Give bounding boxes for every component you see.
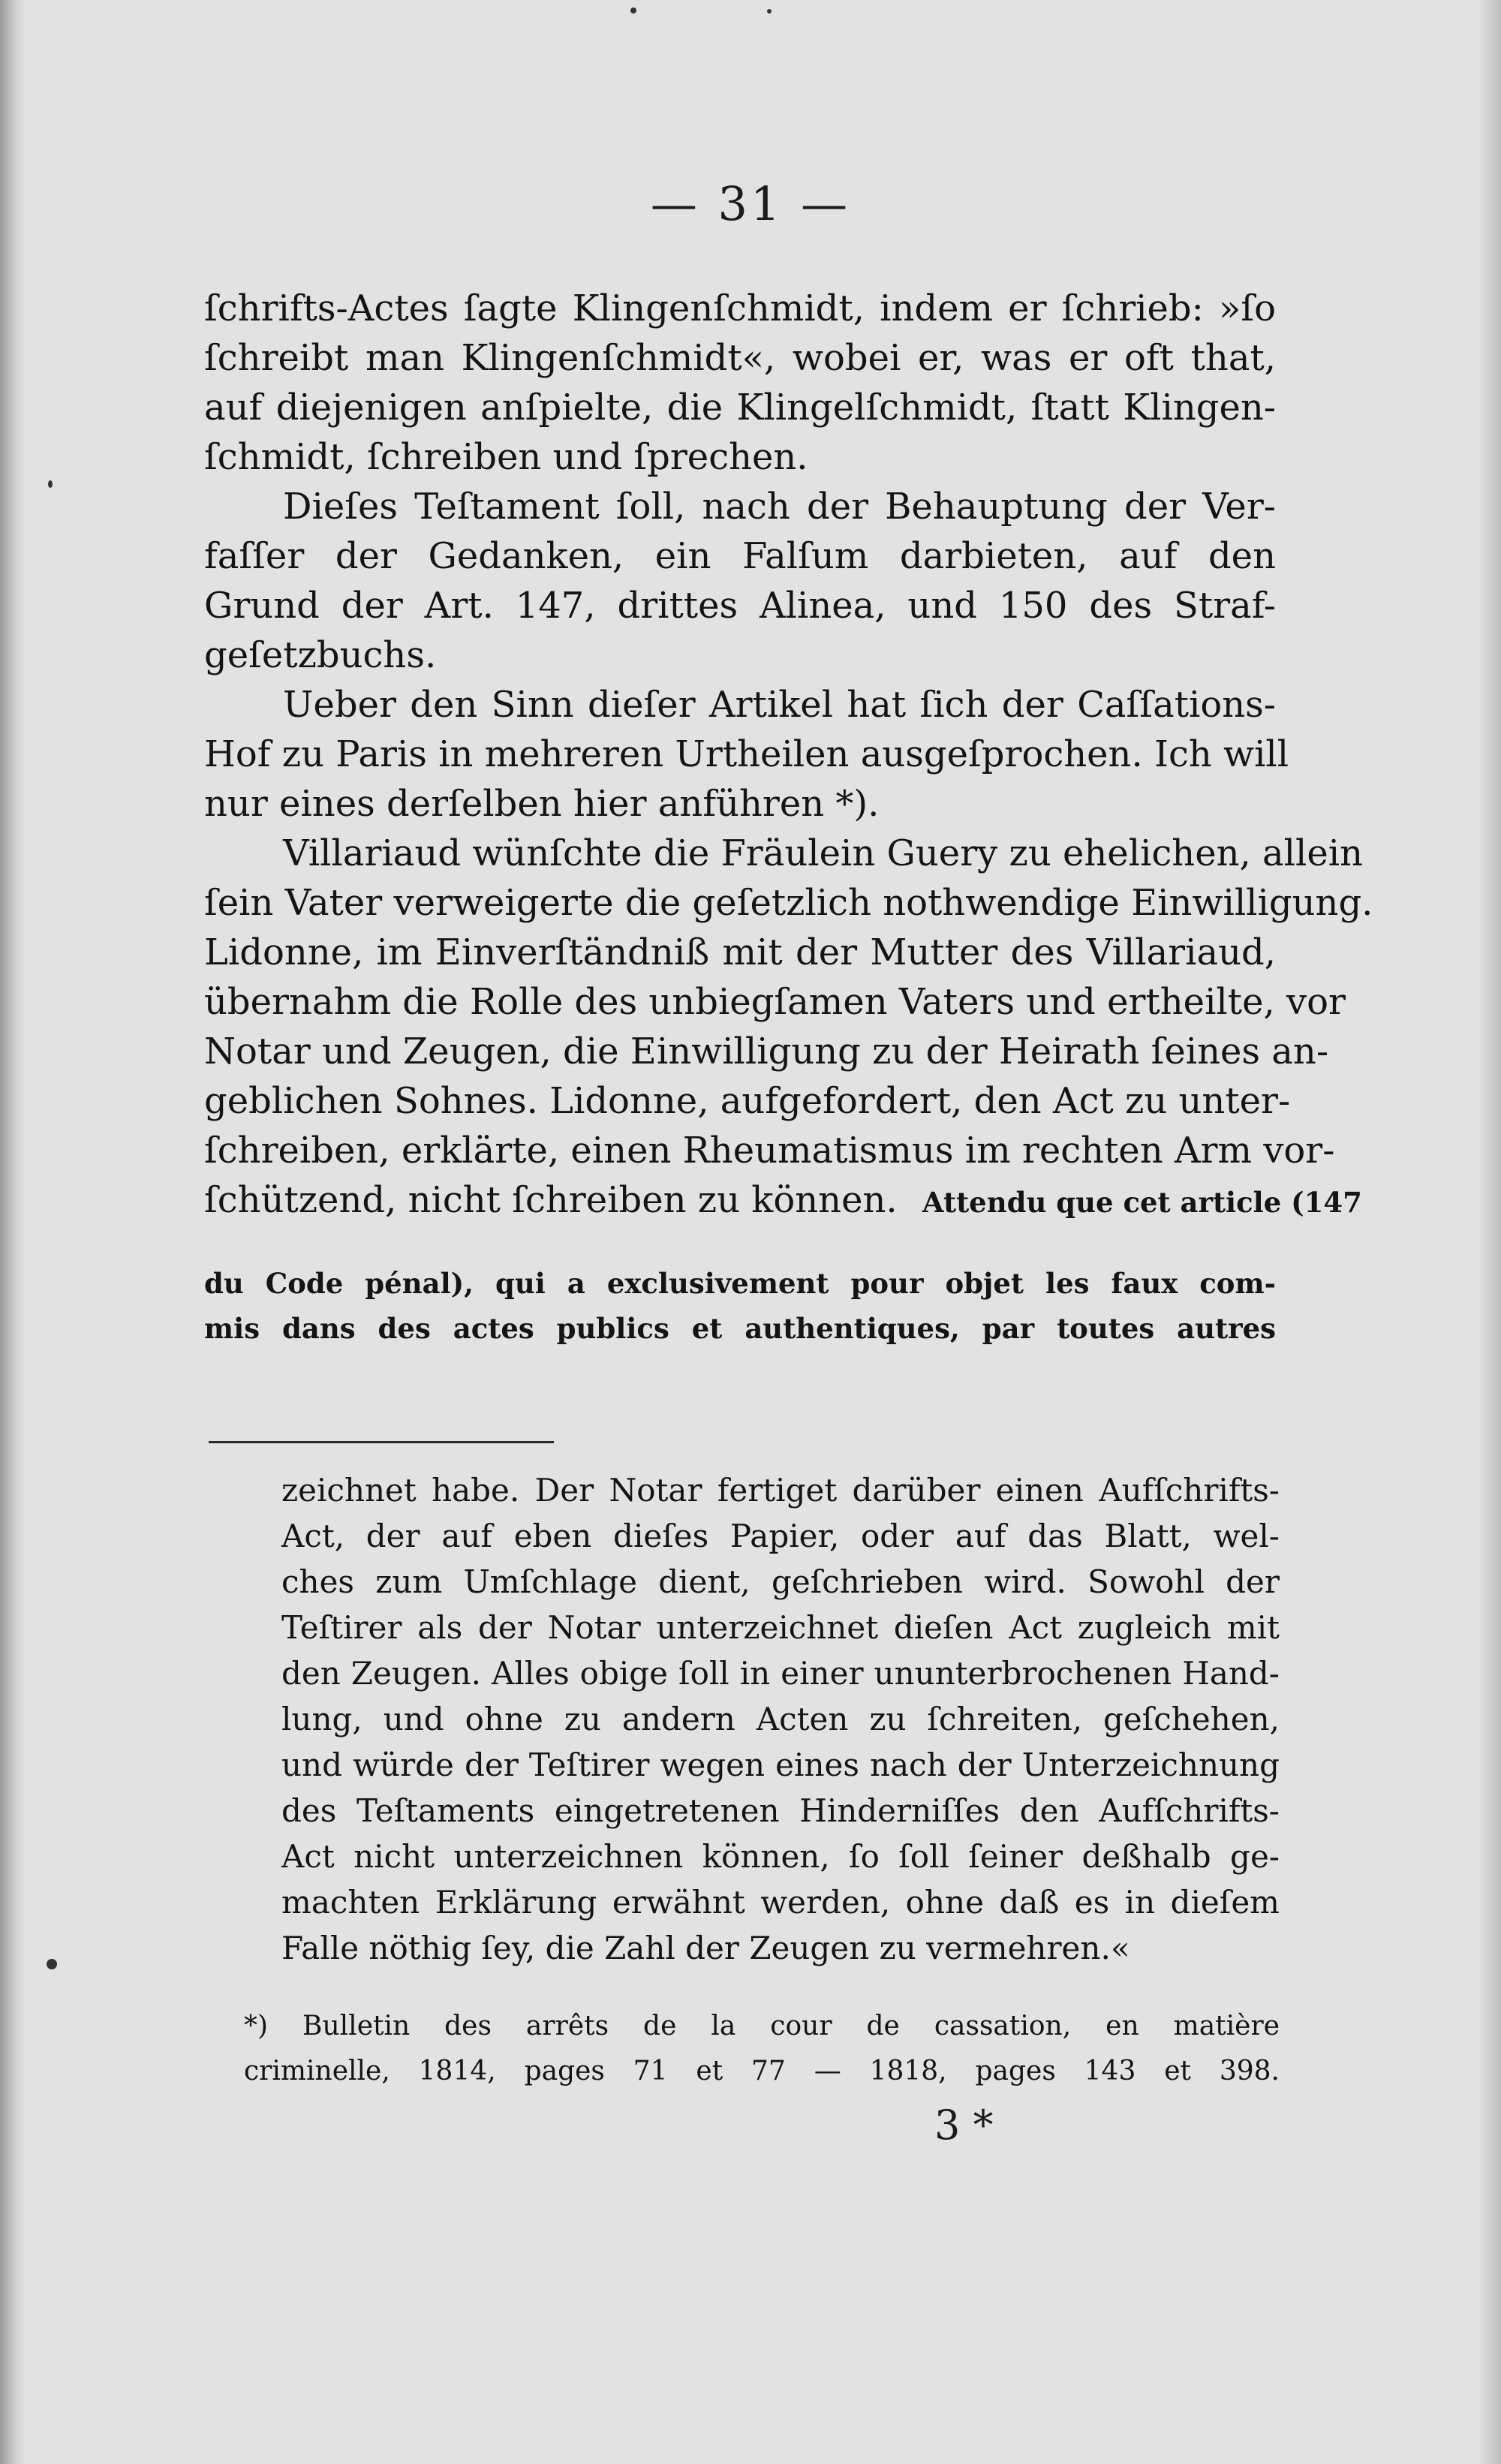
text-line: Dieſes Teſtament ſoll, nach der Behauptung der Ver- bbox=[283, 486, 1276, 528]
text-line-fraktur: ſchützend, nicht ſchreiben zu können. bbox=[204, 1179, 898, 1221]
text-line: Ueber den Sinn dieſer Artikel hat ſich der Caſſations- bbox=[283, 684, 1276, 726]
text-line: übernahm die Rolle des unbiegſamen Vaters und ertheilte, vor bbox=[204, 981, 1346, 1023]
footnote-line: und würde der Teſtirer wegen eines nach der Unterzeichnung bbox=[281, 1746, 1280, 1783]
text-line: Notar und Zeugen, die Einwilligung zu der Heirath ſeines an- bbox=[204, 1030, 1329, 1073]
latin-quote bbox=[204, 1261, 1276, 1351]
text-line-mixed bbox=[204, 1175, 1362, 1225]
latin-line: mis dans des actes publics et authentiques, par toutes autres bbox=[204, 1312, 1276, 1345]
text-line: faſſer der Gedanken, ein Falſum darbieten, auf den bbox=[204, 535, 1276, 577]
footnote-line: des Teſtaments eingetretenen Hinderniſſes den Aufſchrifts- bbox=[281, 1792, 1280, 1829]
text-line: Villariaud wünſchte die Fräulein Guery zu ehelichen, allein bbox=[283, 832, 1364, 874]
footnote-line: machten Erklärung erwähnt werden, ohne daß es in dieſem bbox=[281, 1884, 1280, 1921]
footnote-line: Falle nöthig ſey, die Zahl der Zeugen zu vermehren.« bbox=[281, 1930, 1130, 1966]
footnote bbox=[244, 2004, 1280, 2094]
signature-mark: 3 * bbox=[934, 2101, 994, 2149]
text-line: ſchrifts-Actes ſagte Klingenſchmidt, indem er ſchrieb: »ſo bbox=[204, 287, 1276, 329]
text-line: ſein Vater verweigerte die geſetzlich nothwendige Einwilligung. bbox=[204, 882, 1373, 924]
text-line: Lidonne, im Einverſtändniß mit der Mutter des Villariaud, bbox=[204, 931, 1276, 973]
text-line: Hof zu Paris in mehreren Urtheilen ausgeſprochen. Ich will bbox=[204, 733, 1289, 775]
page-edge bbox=[1478, 0, 1501, 2464]
text-line: auf diejenigen anſpielte, die Klingelſchmidt, ſtatt Klingen- bbox=[204, 387, 1276, 429]
footnote-line: Act nicht unterzeichnen können, ſo ſoll ſeiner deßhalb ge- bbox=[281, 1838, 1280, 1875]
text-line: nur eines derſelben hier anführen *). bbox=[204, 783, 880, 825]
footnote-line: ches zum Umſchlage dient, geſchrieben wird. Sowohl der bbox=[281, 1563, 1280, 1600]
latin-line: du Code pénal), qui a exclusivement pour objet les faux com- bbox=[204, 1267, 1276, 1300]
footnote-separator bbox=[209, 1441, 554, 1443]
ink-speck bbox=[630, 8, 636, 14]
page-gutter-shadow bbox=[0, 0, 26, 2464]
footnote-line: lung, und ohne zu andern Acten zu ſchreiten, geſchehen, bbox=[281, 1701, 1280, 1737]
footnote-line: den Zeugen. Alles obige ſoll in einer ununterbrochenen Hand- bbox=[281, 1655, 1280, 1692]
text-line: geblichen Sohnes. Lidonne, aufgefordert, den Act zu unter- bbox=[204, 1080, 1291, 1122]
text-line: ſchreibt man Klingenſchmidt«, wobei er, was er oft that, bbox=[204, 337, 1276, 379]
text-line: geſetzbuchs. bbox=[204, 634, 437, 676]
footnote-line: *) Bulletin des arrêts de la cour de cassation, en matière bbox=[244, 2011, 1280, 2041]
ink-speck bbox=[47, 1959, 57, 1969]
text-line: ſchmidt, ſchreiben und ſprechen. bbox=[204, 436, 808, 478]
footnote-line: Act, der auf eben dieſes Papier, oder auf das Blatt, wel- bbox=[281, 1518, 1280, 1554]
page-number: — 31 — bbox=[650, 176, 851, 231]
footnote-line: zeichnet habe. Der Notar fertiget darüber einen Aufſchrifts- bbox=[281, 1472, 1280, 1509]
footnote-continuation bbox=[281, 1467, 1280, 1971]
ink-speck bbox=[48, 480, 53, 488]
main-text bbox=[204, 284, 1373, 1225]
text-line: ſchreiben, erklärte, einen Rheumatismus im rechten Arm vor- bbox=[204, 1130, 1335, 1172]
ink-speck bbox=[767, 9, 772, 14]
text-line: Grund der Art. 147, drittes Alinea, und 150 des Straf- bbox=[204, 585, 1276, 627]
footnote-line: criminelle, 1814, pages 71 et 77 — 1818, pages 143 et 398. bbox=[244, 2056, 1280, 2086]
latin-quote-start: Attendu que cet article (147 bbox=[922, 1186, 1362, 1219]
footnote-line: Teſtirer als der Notar unterzeichnet dieſen Act zugleich mit bbox=[281, 1609, 1280, 1646]
